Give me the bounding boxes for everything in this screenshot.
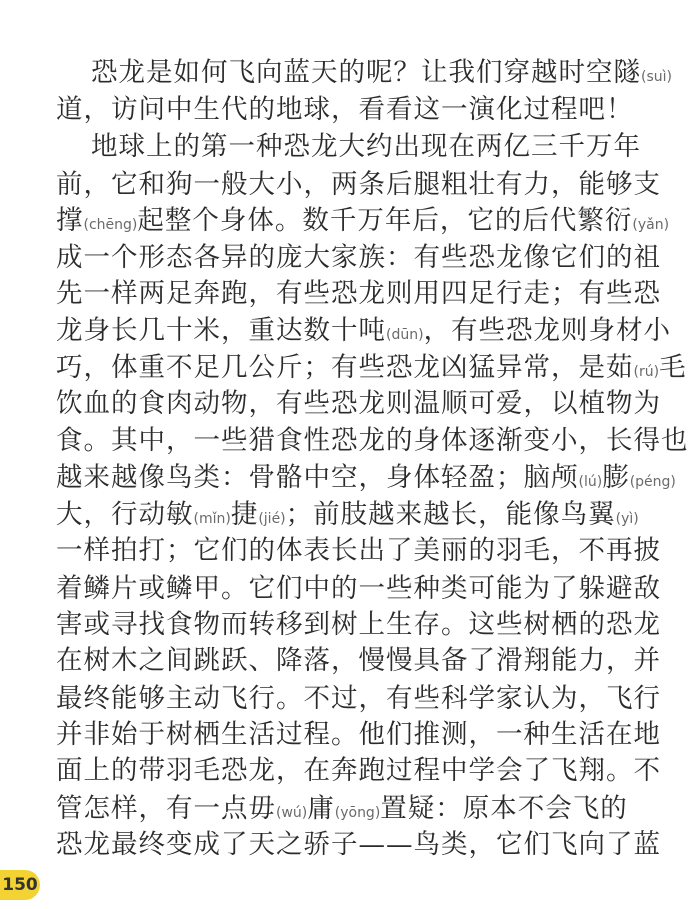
text-segment: 恐龙是如何飞向蓝天的呢？让我们穿越时空隧 — [91, 57, 641, 88]
text-line — [56, 205, 670, 236]
pinyin-annotation: (yǎn) — [632, 217, 670, 233]
pinyin-annotation: (mǐn) — [193, 511, 231, 527]
text-segment: 地球上的第一种恐龙大约出现在两亿三千万年 — [91, 131, 641, 162]
text-segment: 先一样两足奔跑，有些恐龙则用四足行走；有些恐 — [56, 278, 661, 309]
text-line — [56, 94, 634, 125]
pinyin-annotation: (péng) — [629, 474, 676, 490]
text-segment: 在树木之间跳跃、降落，慢慢具备了滑翔能力，并 — [56, 645, 661, 676]
text-segment: 捷 — [230, 499, 259, 530]
text-segment: 越来越像鸟类：骨骼中空，身体轻盈；脑颅 — [56, 462, 579, 493]
text-line — [56, 609, 661, 640]
pinyin-annotation: (suì) — [641, 69, 672, 85]
text-segment: 管怎样，有一点毋 — [56, 793, 276, 824]
text-line — [56, 425, 689, 456]
text-line — [56, 278, 661, 309]
text-segment: 起整个身体。数千万年后，它的后代繁衍 — [137, 205, 633, 236]
text-segment: 食。其中，一些猎食性恐龙的身体逐渐变小，长得也 — [56, 425, 689, 456]
text-segment: ，有些恐龙则身材小 — [423, 315, 672, 346]
text-segment: 并非始于树栖生活过程。他们推测，一种生活在地 — [56, 719, 661, 750]
text-segment: 巧，体重不足几公斤；有些恐龙凶猛异常，是茹 — [56, 352, 634, 383]
text-segment: 成一个形态各异的庞大家族：有些恐龙像它们的祖 — [56, 242, 661, 273]
text-line — [56, 793, 628, 824]
text-line — [56, 388, 661, 419]
text-segment: 置疑：原本不会飞的 — [380, 793, 628, 824]
text-segment: 庸 — [307, 793, 335, 824]
text-segment: 害或寻找食物而转移到树上生存。这些树栖的恐龙 — [56, 609, 661, 640]
text-line — [56, 535, 661, 566]
text-segment: 饮血的食肉动物，有些恐龙则温顺可爱，以植物为 — [56, 388, 661, 419]
text-line — [91, 131, 641, 162]
text-segment: 恐龙最终变成了天之骄子——鸟类，它们飞向了蓝 — [56, 829, 661, 860]
text-segment: 最终能够主动飞行。不过，有些科学家认为，飞行 — [56, 683, 661, 714]
text-segment: 前，它和狗一般大小，两条后腿粗壮有力，能够支 — [56, 169, 661, 200]
pinyin-annotation: (yì) — [615, 511, 639, 527]
text-segment: 一样拍打；它们的体表长出了美丽的羽毛，不再披 — [56, 535, 661, 566]
text-line — [56, 755, 661, 786]
text-segment: 面上的带羽毛恐龙，在奔跑过程中学会了飞翔。不 — [56, 755, 661, 786]
text-segment: 毛 — [659, 352, 687, 383]
pinyin-annotation: (lú) — [578, 474, 603, 490]
pinyin-annotation: (wú) — [276, 805, 308, 821]
text-line — [56, 829, 661, 860]
text-segment: 大，行动敏 — [56, 499, 194, 530]
text-line — [56, 719, 661, 750]
text-line — [56, 462, 676, 493]
pinyin-annotation: (chēng) — [83, 217, 138, 233]
text-line — [56, 499, 639, 530]
text-line — [56, 573, 661, 604]
text-line — [56, 645, 661, 676]
text-line — [56, 242, 661, 273]
text-segment: ；前肢越来越长，能像鸟翼 — [285, 499, 616, 530]
text-segment: 撑 — [56, 205, 84, 236]
text-segment: 着鳞片或鳞甲。它们中的一些种类可能为了躲避敌 — [56, 573, 661, 604]
text-line — [56, 169, 661, 200]
text-line — [56, 315, 672, 346]
text-line — [56, 683, 661, 714]
pinyin-annotation: (rú) — [633, 364, 660, 380]
pinyin-annotation: (dūn) — [386, 327, 424, 343]
text-segment: 龙身长几十米，重达数十吨 — [56, 315, 386, 346]
pinyin-annotation: (yōng) — [334, 805, 381, 821]
text-segment: 道，访问中生代的地球，看看这一演化过程吧！ — [56, 94, 634, 125]
text-line — [56, 352, 687, 383]
text-segment: 膨 — [602, 462, 630, 493]
text-line — [91, 57, 672, 88]
page-number-badge: 150 — [0, 870, 40, 900]
pinyin-annotation: (jié) — [258, 511, 286, 527]
